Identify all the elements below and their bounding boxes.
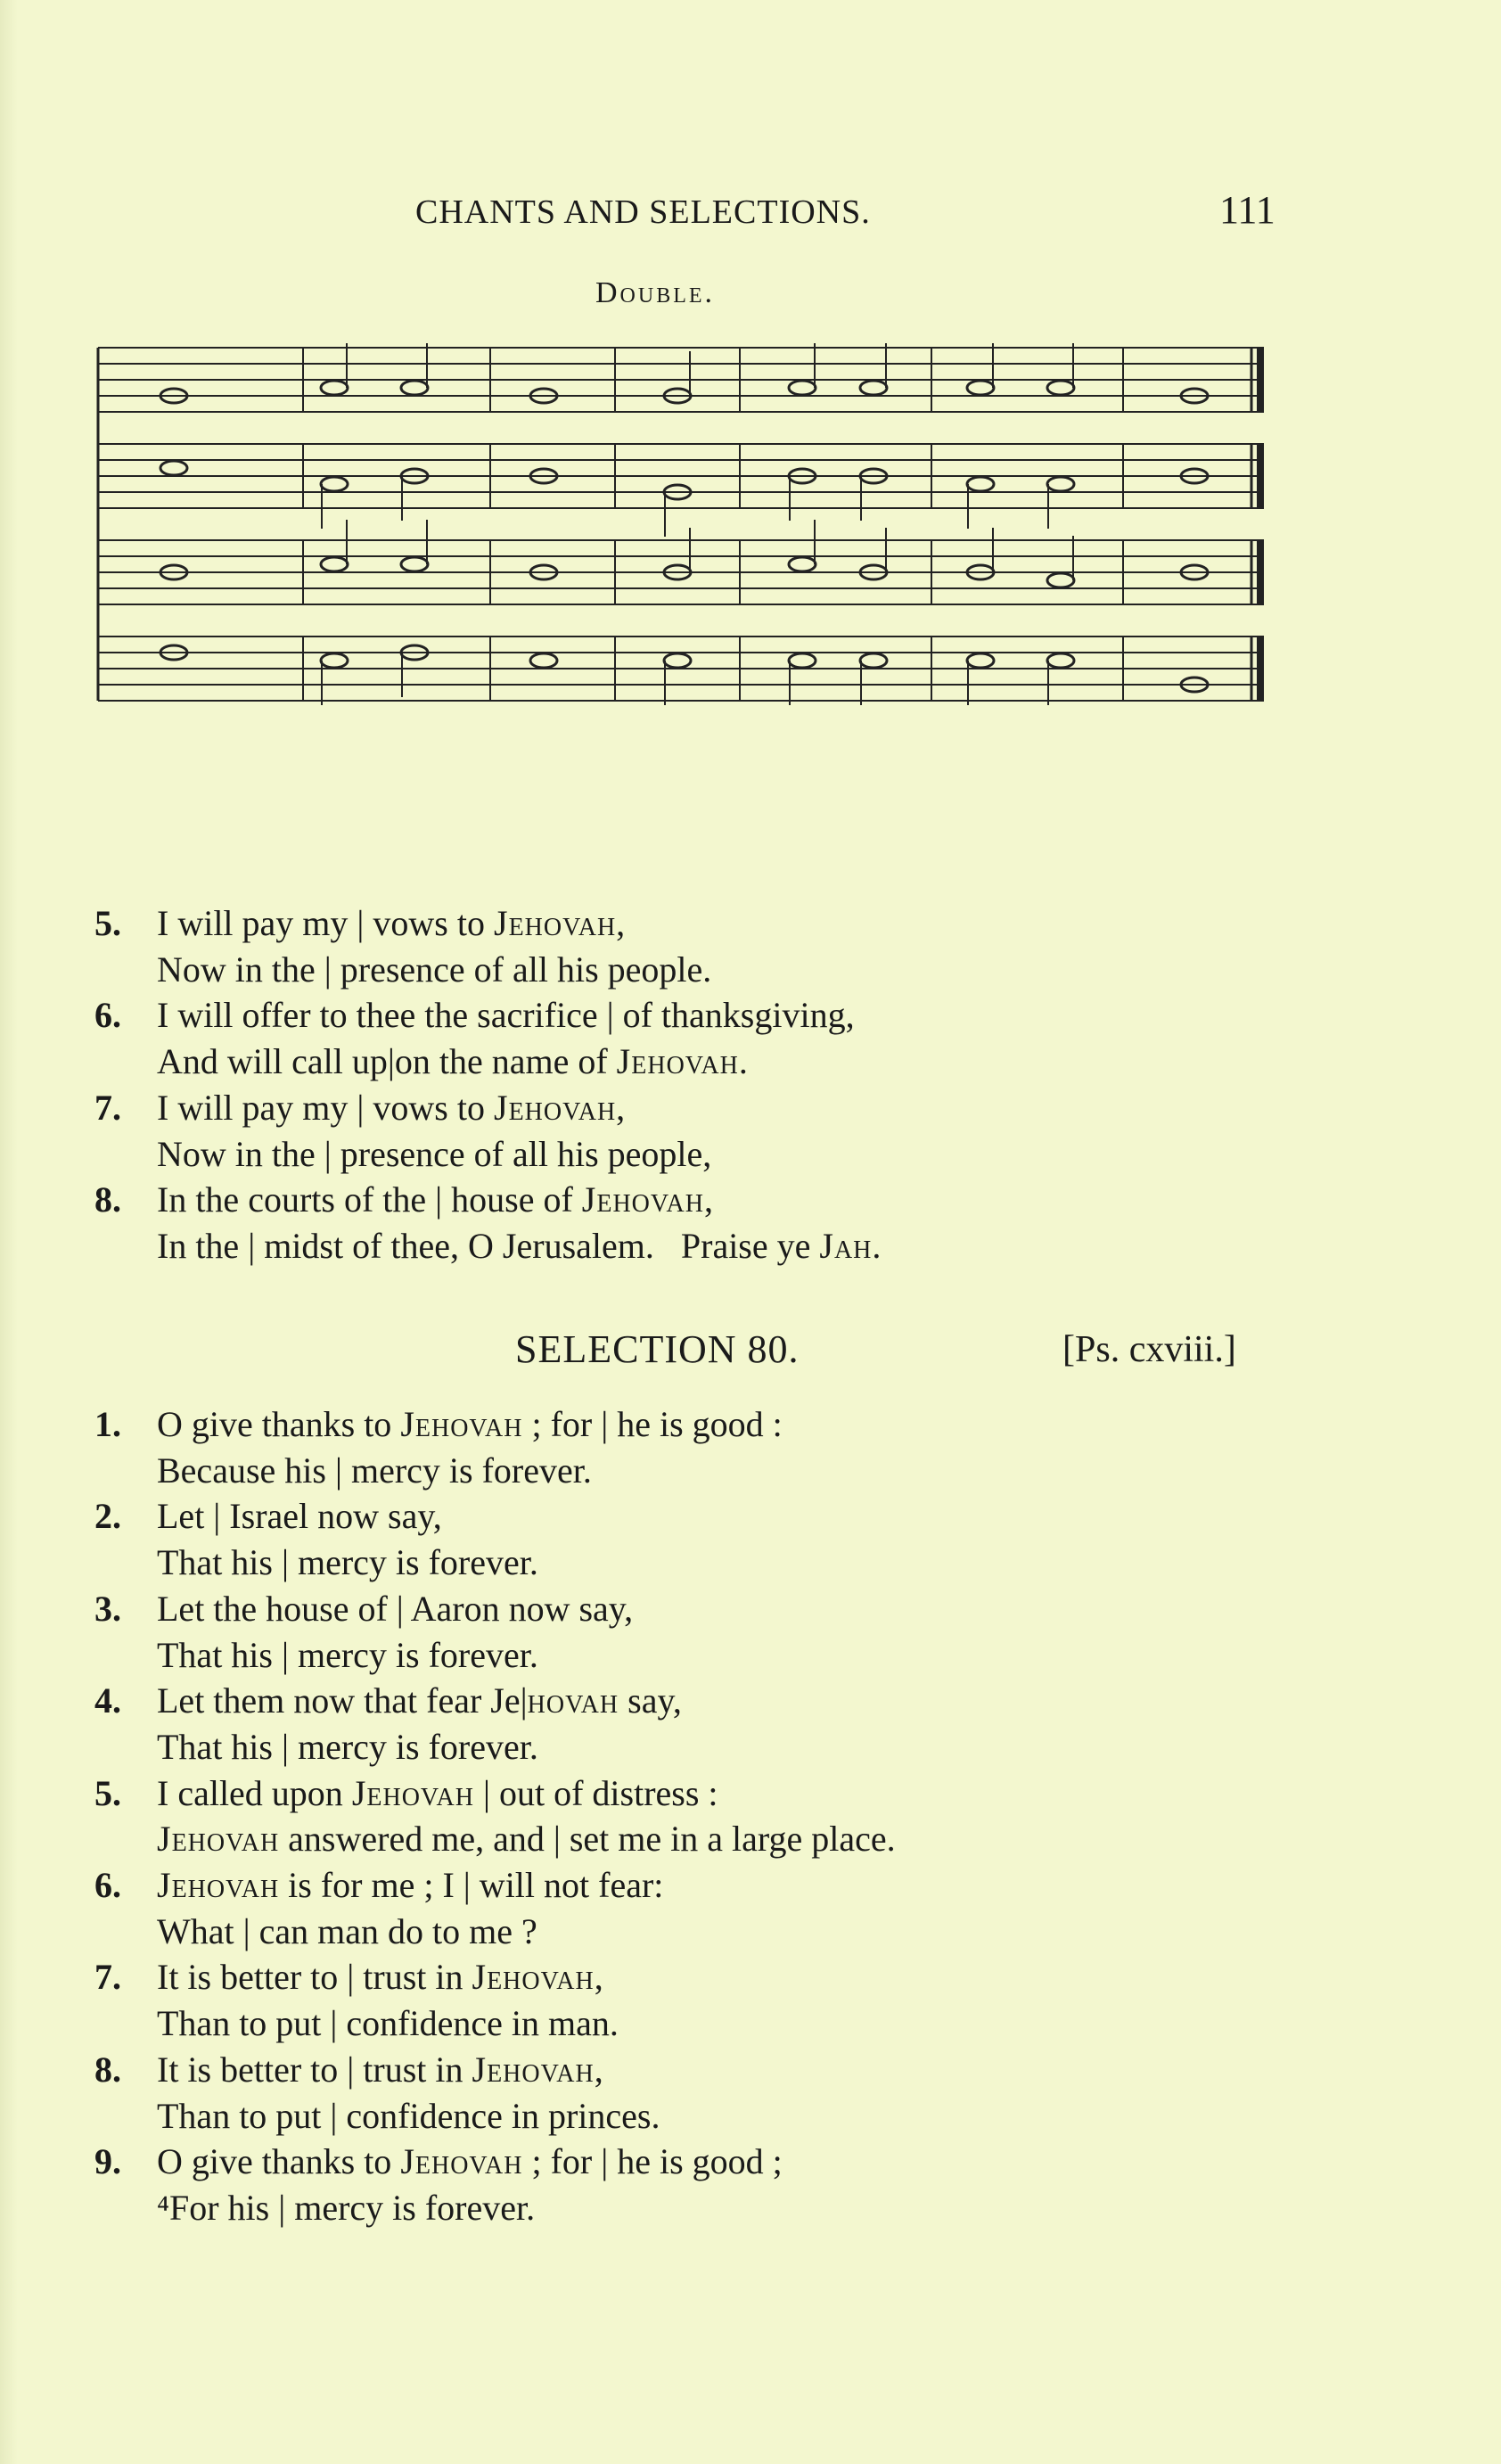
verse [94, 1401, 896, 1493]
text-run: ; for | he is good : [522, 1404, 783, 1444]
text-run: , [616, 903, 626, 943]
verse-line [94, 2185, 896, 2231]
verse-text [157, 2139, 783, 2185]
verse-number: 8. [94, 1179, 121, 1220]
note-head [401, 557, 428, 571]
verse-text [157, 1223, 881, 1269]
verse-line [94, 947, 881, 993]
note-head [967, 477, 994, 491]
text-run: ⁴For his | mercy is forever. [157, 2187, 536, 2228]
verse-text [157, 1131, 711, 1178]
verse-indent [94, 1816, 157, 1862]
verse-line [94, 1223, 881, 1269]
note-head [1047, 653, 1074, 668]
verse-line [94, 1401, 896, 1448]
note-head [321, 653, 348, 668]
verse-line [94, 900, 881, 947]
text-run: Let them now that fear Je| [157, 1680, 528, 1721]
verse-indent [94, 1223, 157, 1269]
verse-indent [94, 1039, 157, 1085]
verse-number: 7. [94, 1957, 121, 1998]
note-head [789, 653, 816, 668]
text-run: What | can man do to me ? [157, 1910, 537, 1951]
verse [94, 1770, 896, 1862]
text-run: I will pay my | vows to [157, 903, 494, 943]
verse-text [157, 1770, 718, 1817]
divine-name: Jehovah [472, 2049, 595, 2090]
verse-line [94, 2093, 896, 2140]
verse-line [94, 1493, 896, 1540]
text-run: is for me ; I | will not fear: [279, 1865, 664, 1906]
verse-indent [94, 1448, 157, 1494]
verse-indent [94, 1131, 157, 1178]
note-head [860, 381, 887, 395]
verse-indent [94, 947, 157, 993]
note-head [789, 381, 816, 395]
verse-text [157, 1678, 682, 1724]
text-run: | out of distress : [473, 1772, 718, 1813]
verse-number: 5. [94, 1772, 121, 1813]
verses-top [94, 900, 881, 1269]
verse-line [94, 1909, 896, 1955]
divine-name: Jah [819, 1225, 873, 1266]
verse-line [94, 2000, 896, 2047]
text-run: It is better to | trust in [157, 2049, 472, 2090]
verse-line [94, 1770, 896, 1817]
verse-text [157, 2185, 535, 2231]
note-head [401, 381, 428, 395]
verse-text [157, 1632, 538, 1679]
text-run: That his | mercy is forever. [157, 1726, 538, 1767]
verse-line [94, 1540, 896, 1586]
running-title: CHANTS AND SELECTIONS. [415, 193, 871, 231]
text-run: That his | mercy is forever. [157, 1634, 538, 1675]
divine-name: Jehovah [494, 903, 617, 943]
verse-indent [94, 1724, 157, 1770]
text-run: It is better to | trust in [157, 1957, 472, 1998]
verse-text [157, 1909, 537, 1955]
verse-line [94, 1954, 896, 2000]
verse-text [157, 1493, 442, 1540]
note-head [967, 381, 994, 395]
verse-indent [94, 1632, 157, 1679]
text-run: . [872, 1225, 882, 1266]
page-number: 111 [1219, 188, 1275, 232]
verse-line [94, 1586, 896, 1632]
note-head [967, 653, 994, 668]
divine-name: Jehovah [494, 1087, 617, 1128]
verse-line [94, 992, 881, 1039]
text-run: That his | mercy is forever. [157, 1542, 538, 1583]
verse-text [157, 1816, 896, 1862]
verse-indent [94, 2093, 157, 2140]
verse-text [157, 1448, 592, 1494]
chant-label: Double. [595, 276, 716, 309]
verse-number: 3. [94, 1588, 121, 1629]
verse [94, 992, 881, 1084]
verse-text [157, 2047, 603, 2093]
verse-text [157, 2000, 619, 2047]
verse-line [94, 1862, 896, 1909]
text-run: , [616, 1087, 626, 1128]
verse-text [157, 992, 855, 1039]
music-score [89, 339, 1301, 838]
verse-number: 7. [94, 1087, 121, 1128]
divine-name: Jehovah [157, 1865, 280, 1906]
verse [94, 2047, 896, 2139]
divine-name: Jehovah [351, 1772, 474, 1813]
text-run: ; for | he is good ; [522, 2141, 783, 2182]
verse [94, 1954, 896, 2046]
verse-line [94, 2047, 896, 2093]
divine-name: Jehovah [400, 2141, 523, 2182]
verse-line [94, 1085, 881, 1131]
verse-line [94, 1448, 896, 1494]
text-run: O give thanks to [157, 2141, 401, 2182]
verse-number: 5. [94, 903, 121, 943]
verse-text [157, 1085, 625, 1131]
verse-indent [94, 2000, 157, 2047]
note-head [160, 461, 187, 475]
note-head [1047, 381, 1074, 395]
verse-indent [94, 1909, 157, 1955]
verse-text [157, 1954, 603, 2000]
note-head [530, 653, 557, 668]
divine-name: hovah [527, 1680, 619, 1721]
text-run: I will offer to thee the sacrifice | of thanksgiving, [157, 995, 855, 1036]
divine-name: Jehovah [157, 1819, 280, 1860]
text-run: In the | midst of thee, O Jerusalem. Praise ye [157, 1225, 820, 1266]
verse-number: 4. [94, 1680, 121, 1721]
verse-number: 6. [94, 1865, 121, 1906]
verse-line [94, 1816, 896, 1862]
verse-line [94, 1177, 881, 1223]
verse [94, 1493, 896, 1585]
divine-name: Jehovah [581, 1179, 704, 1220]
verse [94, 1085, 881, 1177]
verse-line [94, 1632, 896, 1679]
verse-text [157, 1039, 748, 1085]
note-head [1047, 573, 1074, 587]
text-run: Than to put | confidence in princes. [157, 2095, 660, 2136]
note-head [321, 557, 348, 571]
note-head [321, 477, 348, 491]
text-run: I will pay my | vows to [157, 1087, 494, 1128]
page-edge-shadow [0, 0, 18, 2464]
verse-line [94, 1724, 896, 1770]
text-run: say, [619, 1680, 682, 1721]
verse-text [157, 1401, 783, 1448]
selection-reference: [Ps. cxviii.] [1062, 1329, 1236, 1370]
text-run: In the courts of the | house of [157, 1179, 582, 1220]
verse-number: 6. [94, 995, 121, 1036]
verse-indent [94, 2185, 157, 2231]
text-run: Now in the | presence of all his people. [157, 949, 712, 990]
verse-text [157, 2093, 660, 2140]
text-run: Than to put | confidence in man. [157, 2003, 619, 2044]
selection-title: SELECTION 80. [515, 1327, 800, 1371]
text-run: . [738, 1041, 748, 1082]
divine-name: Jehovah [616, 1041, 739, 1082]
divine-name: Jehovah [400, 1404, 523, 1444]
text-run: Let the house of | Aaron now say, [157, 1588, 634, 1629]
verse-number: 1. [94, 1404, 121, 1444]
text-run: , [703, 1179, 713, 1220]
verse-number: 2. [94, 1496, 121, 1537]
note-head [860, 653, 887, 668]
note-head [1047, 477, 1074, 491]
verse [94, 2139, 896, 2230]
text-run: , [594, 1957, 603, 1998]
note-head [664, 653, 691, 668]
verse-number: 9. [94, 2141, 121, 2182]
text-run: Let | Israel now say, [157, 1496, 442, 1537]
verse-text [157, 1862, 663, 1909]
text-run: Now in the | presence of all his people, [157, 1133, 712, 1174]
verse [94, 1678, 896, 1770]
verse [94, 1586, 896, 1678]
note-head [789, 557, 816, 571]
verse-text [157, 1540, 538, 1586]
verse-text [157, 900, 625, 947]
verse-number: 8. [94, 2049, 121, 2090]
text-run: I called upon [157, 1772, 352, 1813]
text-run: Because his | mercy is forever. [157, 1450, 592, 1491]
text-run: O give thanks to [157, 1404, 401, 1444]
verse-indent [94, 1540, 157, 1586]
verse [94, 900, 881, 992]
verse-line [94, 1039, 881, 1085]
verse [94, 1177, 881, 1269]
text-run: answered me, and | set me in a large place. [279, 1819, 896, 1860]
verse-text [157, 947, 711, 993]
verse [94, 1862, 896, 1954]
verse-text [157, 1724, 538, 1770]
verse-text [157, 1586, 633, 1632]
text-run: And will call up|on the name of [157, 1041, 617, 1082]
verse-line [94, 1678, 896, 1724]
text-run: , [594, 2049, 603, 2090]
verses-bottom [94, 1401, 896, 2231]
divine-name: Jehovah [472, 1957, 595, 1998]
verse-text [157, 1177, 713, 1223]
verse-line [94, 1131, 881, 1178]
note-head [321, 381, 348, 395]
verse-line [94, 2139, 896, 2185]
